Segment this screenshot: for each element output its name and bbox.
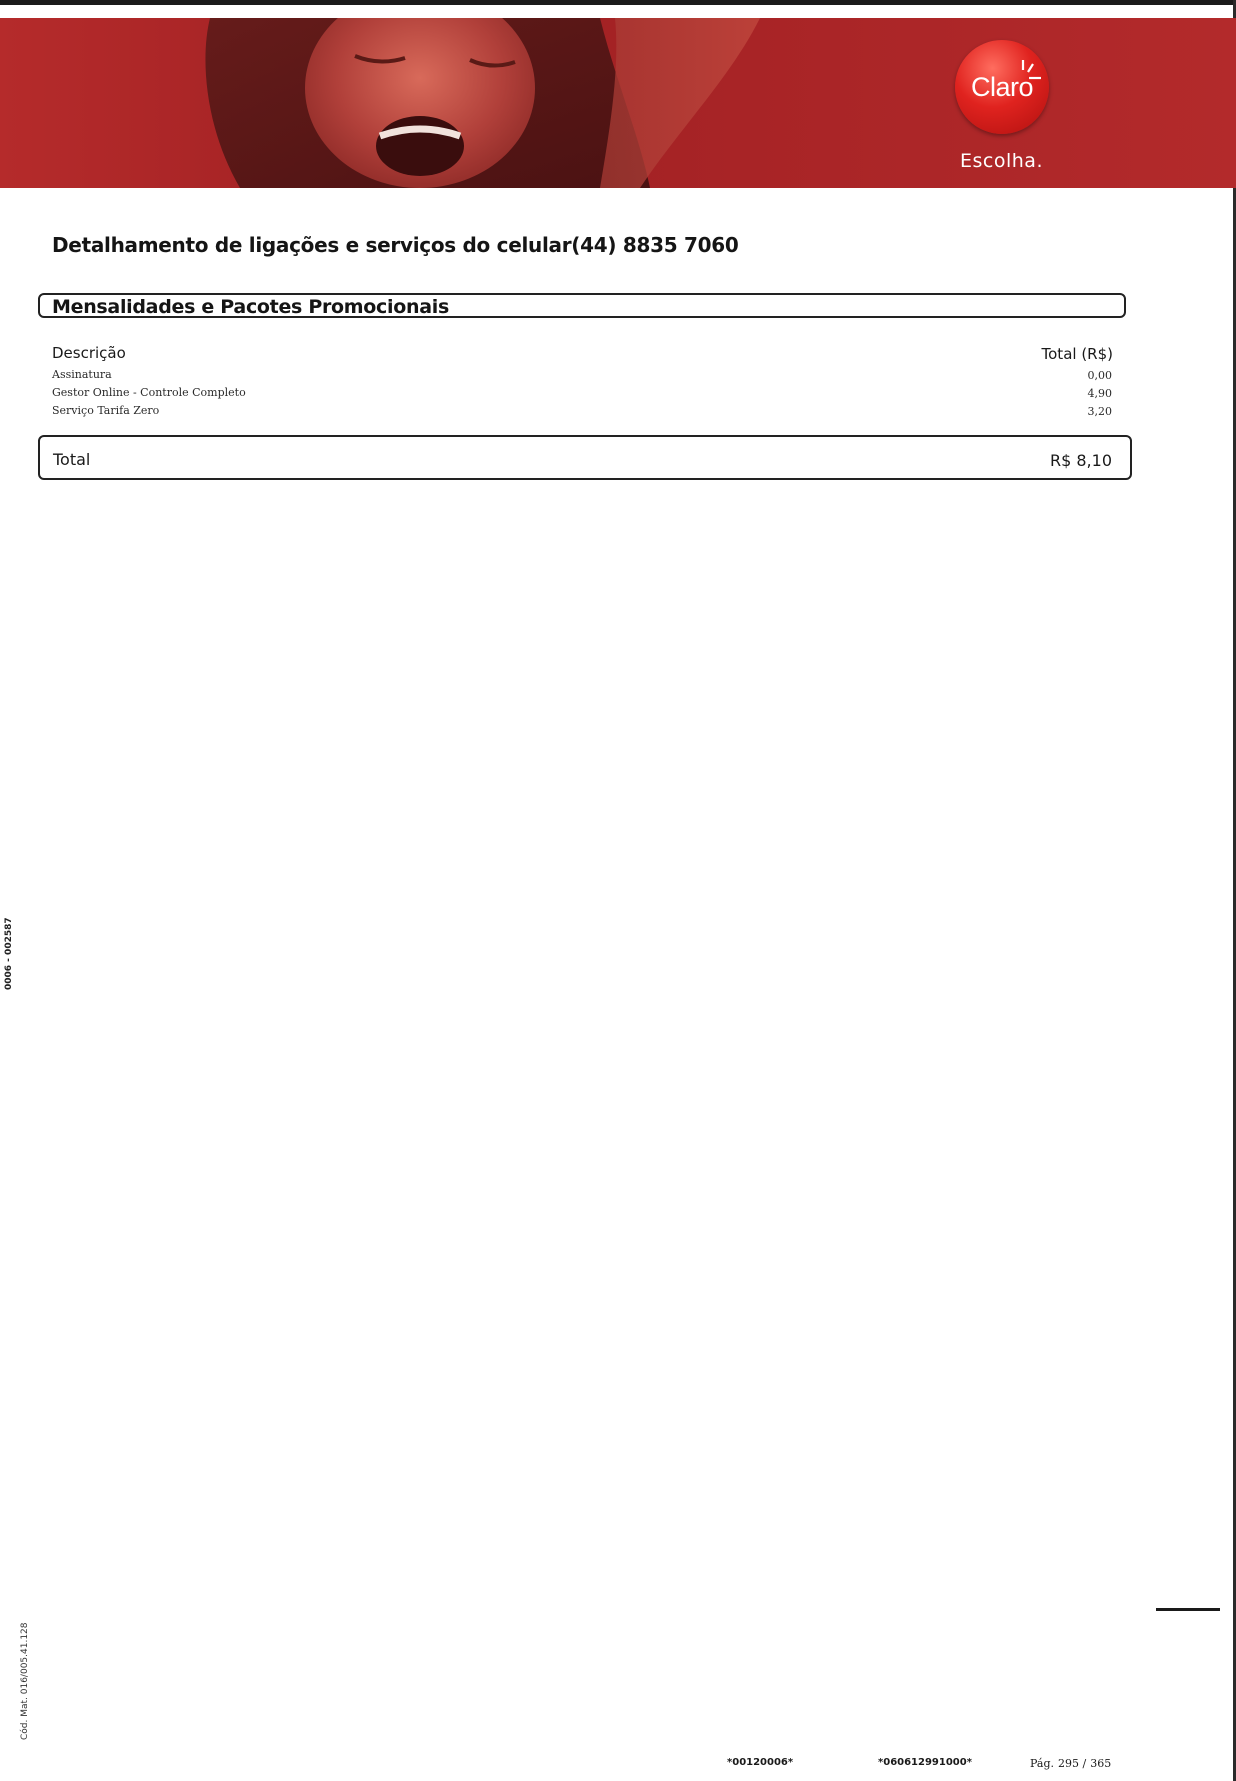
scan-top-edge	[0, 0, 1236, 5]
row-value: 3,20	[1087, 405, 1112, 418]
page-label: Pág.	[1030, 1757, 1055, 1770]
section-title: Mensalidades e Pacotes Promocionais	[52, 296, 449, 318]
row-description: Gestor Online - Controle Completo	[52, 386, 246, 399]
column-header-description: Descrição	[52, 344, 126, 362]
total-value: R$ 8,10	[1049, 451, 1112, 470]
column-header-total: Total (R$)	[1041, 345, 1113, 363]
slogan: Escolha.	[960, 150, 1043, 172]
total-box	[38, 435, 1132, 480]
side-code-material: Cód. Mat. 016/005.41.128	[20, 1622, 30, 1740]
row-description: Assinatura	[52, 368, 112, 381]
page-title: Detalhamento de ligações e serviços do celular(44) 8835 7060	[52, 233, 739, 257]
footer-code-2: *060612991000*	[878, 1757, 972, 1768]
banner-photo	[0, 18, 1236, 188]
total-label: Total	[53, 450, 91, 469]
page-current: 295 /	[1058, 1757, 1087, 1770]
table-rows	[52, 368, 1113, 422]
row-value: 0,00	[1087, 369, 1112, 382]
row-value: 4,90	[1087, 387, 1112, 400]
page-total: 365	[1090, 1757, 1112, 1770]
claro-logo-text: Claro	[970, 72, 1034, 102]
header-banner	[0, 18, 1236, 188]
table-row	[52, 386, 1113, 404]
row-description: Serviço Tarifa Zero	[52, 404, 160, 417]
side-code-batch: 0006 - 002587	[4, 917, 14, 990]
table-row	[52, 404, 1113, 422]
page-number	[1030, 1757, 1115, 1770]
footer-code-1: *00120006*	[727, 1757, 794, 1768]
table-row	[52, 368, 1113, 386]
sun-rays-icon	[1015, 58, 1043, 88]
section-header	[38, 293, 1126, 318]
claro-logo	[955, 40, 1049, 134]
page-marker-line	[1156, 1608, 1220, 1611]
